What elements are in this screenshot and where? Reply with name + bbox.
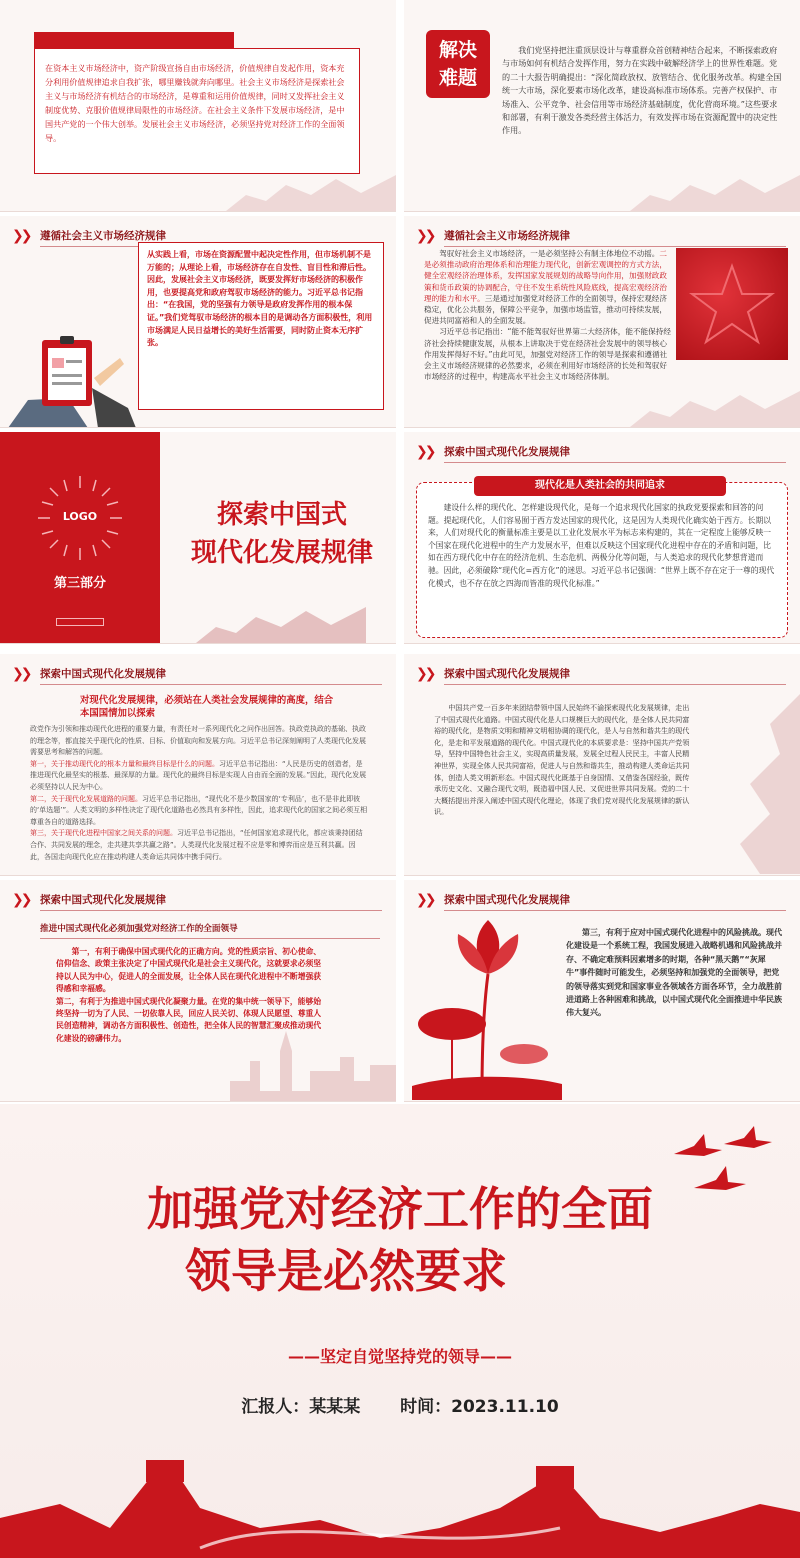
para-0: 政党作为引领和推动现代化进程的重要力量，有责任对一系列现代化之问作出回答。执政党执政的基础、执政的理念等，都直接关乎现代化的性质、目标、价值取向和发展方向。习近平总书记深刻阐明了人类现代化发展需要思考和解答的问题。 — [30, 725, 366, 757]
para-2-head: 第二，关于现代化发展道路的问题。 — [30, 794, 142, 803]
text-box — [30, 724, 368, 863]
chevron-icon: ❯❯ — [416, 666, 434, 682]
body-text: 建设什么样的现代化、怎样建设现代化，是每一个追求现代化国家的执政党要探索和回答的问题。提起现代化，人们容易囿于西方发达国家的现代化，这是因为人类现代化确实始于西方。长期以来，人们对现代化的衡量标准主要是以工业化发展水平为标志来构建的，其在一定程度上能够反映一个国家在现代化进程中的生产力发展水平，但难以反映这个国家现代化进程中存在的矛盾和问题，比如在西方现代化中存在的经济危机、生态危机、两极分化等问题，与人类追求的现代化梦想背道而驰。因此，必须破除“现代化=西方化”的迷思。习近平总书记强调：“世界上既不存在定于一尊的现代化模式，也不存在放之四海而皆准的现代化标准。” — [428, 503, 775, 588]
chevron-icon: ❯❯ — [416, 228, 434, 244]
slide-4 — [404, 216, 800, 428]
report-time: 时间：2023.11.10 — [400, 1397, 559, 1417]
badge — [426, 30, 490, 98]
slide-header — [404, 224, 800, 250]
slide-title: 遵循社会主义市场经济规律 — [444, 230, 570, 242]
para-2: 习近平总书记指出，“现代化不是少数国家的‘专利品’，也不是非此即彼的‘单选题’”。人类文明的多样性决定了现代化道路也必然具有多样性，因此，追求现代化的国家之间必须互相尊重各自的道路选择。 — [30, 794, 368, 826]
city-skyline-icon — [230, 1021, 396, 1101]
slide-title: 遵循社会主义市场经济规律 — [40, 230, 166, 242]
great-wall-illustration-icon — [0, 1408, 800, 1558]
cover-title-line-1: 加强党对经济工作的全面 — [147, 1182, 653, 1236]
star-icon — [676, 248, 788, 360]
reporter: 汇报人：某某某 — [241, 1397, 361, 1417]
slide-title: 探索中国式现代化发展规律 — [40, 668, 166, 680]
body-text: 从实践上看，市场在资源配置中起决定性作用，但市场机制不是万能的；从理论上看，市场经济存在自发性、盲目性和滞后性。因此，发展社会主义市场经济，既要发挥好市场经济的积极作用，也要提高党和政府驾驭市场经济的能力。习近平总书记指出：“在我国，党的坚强有力领导是政府发挥作用的根本保证。”我们党驾驭市场经济的根本目的是调动各方面积极性，利用市场满足人民日益增长的美好生活需要，同时防止资本无序扩张。 — [147, 250, 373, 348]
para-3-head: 第三，关于现代化进程中国家之间关系的问题。 — [30, 829, 177, 838]
badge-line-1: 解决 — [438, 39, 477, 61]
para-1b: 二是必须推动政府治理体系和治理能力现代化，创新宏观调控的方式方法，健全宏观经济治理体系，发挥国家发展规划的战略导向作用，加强财政政策和货币政策的协调配合，守住不发生系统性风险底线，提高宏观经济治理的能力和水平。 — [424, 249, 667, 303]
chevron-icon: ❯❯ — [12, 892, 30, 908]
logo-text: LOGO — [62, 510, 98, 523]
body-text: 中国共产党一百多年来团结带领中国人民始终不渝探索现代化发展规律，走出了中国式现代化道路。中国式现代化是人口规模巨大的现代化，是全体人民共同富裕的现代化，是物质文明和精神文明相协调的现代化，是人与自然和谐共生的现代化，是走和平发展道路的现代化。中国式现代化的本质要求是：坚持中国共产党领导，坚持中国特色社会主义，实现高质量发展，发展全过程人民民主，丰富人民精神世界，实现全体人民共同富裕，促进人与自然和谐共生，推动构建人类命运共同体，创造人类文明新形态。中国式现代化既基于自身国情、又借鉴各国经验，既传承历史文化、又融合现代文明，既造福中国人民、又促进世界共同发展。党的二十大概括提出并深入阐述中国式现代化理论，体现了我们党对现代化发展规律的新认识。 — [434, 703, 690, 817]
great-wall-icon — [630, 381, 800, 427]
cover-slide — [0, 1104, 800, 1558]
chevron-icon: ❯❯ — [416, 444, 434, 460]
great-wall-icon — [166, 597, 396, 643]
subheading: 推进中国式现代化必须加强党对经济工作的全面领导 — [40, 922, 380, 939]
slide-6 — [404, 432, 800, 644]
slide-8 — [404, 654, 800, 876]
para-1c: 三是通过加强党对经济工作的全面领导，保持宏观经济稳定，优化公共服务，保障公平竞争，加强市场监管，推动可持续发展，促进共同富裕和人的全面发展。 — [424, 293, 667, 326]
chevron-icon: ❯❯ — [12, 228, 30, 244]
slide-header — [404, 662, 800, 688]
slide-5 — [0, 432, 396, 644]
chevron-icon: ❯❯ — [416, 892, 434, 908]
section-title — [172, 496, 392, 572]
section-title-line-2: 现代化发展规律 — [190, 538, 373, 568]
para-1-head: 第一，关于推动现代化的根本力量和最终目标是什么的问题。 — [30, 759, 219, 768]
body-text: 我们党坚持把注重顶层设计与尊重群众首创精神结合起来，不断探索政府与市场如何有机结合发挥作用，努力在实践中破解经济学上的世界性难题。党的二十大报告明确提出：“深化简政放权、放管结合、优化服务改革。构建全国统一大市场，深化要素市场化改革，建设高标准市场体系。完善产权保护、市场准入、公平竞争、社会信用等市场经济基础制度，优化营商环境。”这些要求和部署，有利于激发各类经营主体活力，有效发挥市场在资源配置中的决定性作用。 — [502, 45, 782, 136]
slide-header — [404, 888, 800, 914]
slide-header — [404, 440, 800, 466]
cover-title-line-2: 领导是必然要求 — [185, 1244, 507, 1298]
slide-7 — [0, 654, 396, 876]
para-1: 第一，有利于确保中国式现代化的正确方向。党的性质宗旨、初心使命、信仰信念、政策主张决定了中国式现代化是社会主义现代化，这就要求必须坚持以人民为中心，促进人的全面发展，让全体人民在现代化进程中不断增强获得感和幸福感。 — [56, 947, 322, 994]
text-box — [138, 242, 384, 410]
para-1: 习近平总书记指出：“人民是历史的创造者，是推进现代化最坚实的根基、最深厚的力量。现代化的最终目标是实现人自由而全面的发展。”因此，现代化发展必须坚持以人民为中心。 — [30, 759, 367, 791]
slide-header — [0, 662, 396, 688]
part-label: 第三部分 — [53, 576, 106, 591]
banner: 现代化是人类社会的共同追求 — [474, 476, 726, 496]
para-2: 习近平总书记指出：“能不能驾驭好世界第二大经济体，能不能保持经济社会持续健康发展，从根本上讲取决于党在经济社会发展中的领导核心作用发挥得好不好。”由此可见，加强党对经济工作的领导是探索和遵循社会主义市场经济规律的必然要求，必须在利用好市场经济的长处和驾驭好市场经济的过程中，构建高水平社会主义市场经济体制。 — [424, 327, 671, 382]
clipboard-illustration-icon — [8, 328, 136, 428]
chevron-icon: ❯❯ — [12, 666, 30, 682]
great-wall-icon — [226, 165, 396, 211]
great-wall-icon — [630, 165, 800, 211]
para-1: 驾驭好社会主义市场经济，一是必须坚持公有制主体地位不动摇。 — [439, 249, 660, 258]
para-2: 第二，有利于为推进中国式现代化凝聚力量。在党的集中统一领导下，能够始终坚持一切为了人民、一切依靠人民，回应人民关切、体现人民愿望、尊重人民创造精神，调动各方面积极性、创造性，把全体人民的智慧汇聚成推动现代化建设的磅礴伟力。 — [56, 996, 322, 1043]
slide-10 — [404, 880, 800, 1102]
text-box — [34, 48, 360, 174]
text-column — [424, 248, 672, 382]
body-text: 在资本主义市场经济中，资产阶级宣扬自由市场经济，价值规律自发起作用，资本充分利用价值规律追求自我扩张，哪里赚钱就奔向哪里。社会主义市场经济是探索社会主义与市场经济有机结合的市场经济，是尊重和运用价值规律，同时又发挥社会主义制度优势、克服价值规律局限性的市场经济。在社会主义条件下发展市场经济，是中国共产党的一个伟大创举。发展社会主义市场经济，必须坚持党对经济工作的全面领导。 — [45, 63, 345, 143]
red-star-image — [676, 248, 788, 360]
slide-title: 探索中国式现代化发展规律 — [444, 894, 570, 906]
cover-title — [0, 1178, 800, 1302]
section-title-line-1: 探索中国式 — [216, 500, 347, 530]
para-3: 习近平总书记指出，“任何国家追求现代化，都应该秉持团结合作、共同发展的理念，走共建共享共赢之路”。人类现代化发展过程不应是零和博弈而应是互利共赢。因此，各国走向现代化应在推动构建人类命运共同体中携手同行。 — [30, 829, 363, 861]
slide-title: 探索中国式现代化发展规律 — [444, 446, 570, 458]
slide-title: 探索中国式现代化发展规律 — [444, 668, 570, 680]
badge-line-2: 难题 — [438, 67, 477, 89]
lotus-illustration-icon — [412, 914, 562, 1100]
slide-header — [0, 888, 396, 914]
part-underline — [56, 618, 104, 626]
lead-text: 对现代化发展规律，必须站在人类社会发展规律的高度，结合本国国情加以探索 — [80, 695, 334, 719]
cover-subtitle: ——坚定自觉坚持党的领导—— — [287, 1347, 512, 1366]
slide-1 — [0, 0, 396, 212]
red-panel — [0, 432, 160, 644]
slide-9 — [0, 880, 396, 1102]
slide-3 — [0, 216, 396, 428]
slide-title: 探索中国式现代化发展规律 — [40, 894, 166, 906]
great-wall-icon — [700, 694, 800, 874]
slide-2 — [404, 0, 800, 212]
body-text: 第三，有利于应对中国式现代化进程中的风险挑战。现代化建设是一个系统工程，我国发展进入战略机遇和风险挑战并存、不确定难预料因素增多的时期，各种“黑天鹅”“灰犀牛”事件随时可能发生，必须坚持和加强党的全面领导，把党的领导落实到党和国家事业各领域各方面各环节，全力战胜前进道路上各种困难和挑战，以中国式现代化全面推进中华民族伟大复兴。 — [566, 928, 782, 1018]
